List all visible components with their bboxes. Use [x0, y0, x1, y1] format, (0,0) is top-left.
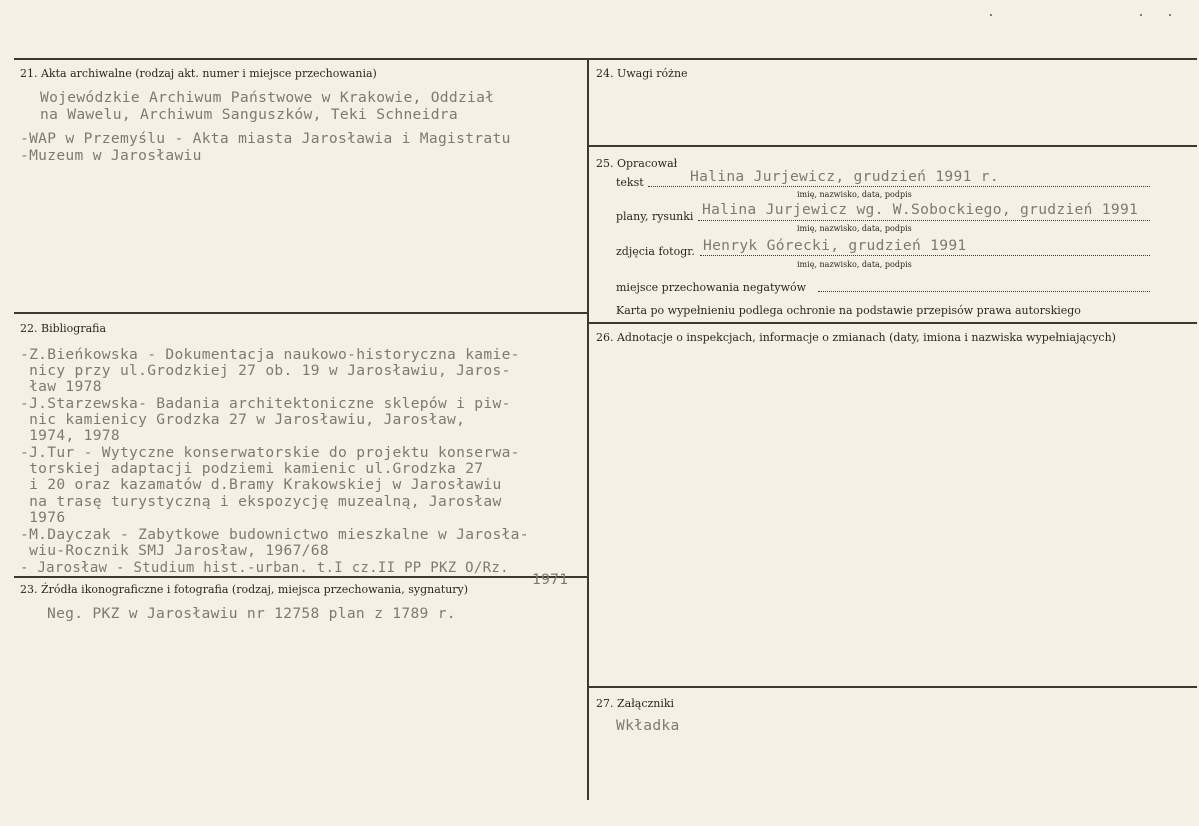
bibliography-line: -M.Dayczak - Zabytkowe budownictwo mieszkalne w Jarosła- [20, 526, 529, 543]
top-rule [14, 58, 1197, 60]
negatives-location-label: miejsce przechowania negatywów [616, 281, 807, 294]
section21-line: -Muzeum w Jarosławiu [20, 147, 202, 164]
text-author-value: Halina Jurjewicz, grudzień 1991 r. [690, 168, 999, 185]
section24-label: 24. Uwagi różne [596, 67, 688, 80]
negatives-location-line [818, 291, 1150, 292]
photos-author-caption: imię, nazwisko, data, podpis [797, 260, 912, 269]
section23-entry: Neg. PKZ w Jarosławiu nr 12758 plan z 1789 r. [47, 605, 456, 622]
section22-label: 22. Bibliografia [20, 322, 107, 335]
section21-line: -WAP w Przemyślu - Akta miasta Jarosławia i Magistratu [20, 130, 511, 147]
drawings-author-line [698, 220, 1150, 221]
bibliography-line: ław 1978 [20, 378, 102, 395]
center-divider [587, 58, 589, 800]
paper-speck [1140, 14, 1142, 16]
text-author-label: tekst [616, 176, 644, 189]
rule-below-24 [589, 145, 1197, 147]
text-author-line [648, 186, 1150, 187]
rule-below-25 [589, 322, 1197, 324]
rule-below-21 [14, 312, 587, 314]
section21-line: Wojewódzkie Archiwum Państwowe w Krakowie, Oddział [40, 89, 495, 106]
section21-label: 21. Akta archiwalne (rodzaj akt. numer i miejsce przechowania) [20, 67, 377, 80]
section26-label: 26. Adnotacje o inspekcjach, informacje o zmianach (daty, imiona i nazwiska wypełniających) [596, 331, 1116, 344]
bibliography-line: 1976 [20, 509, 66, 526]
bibliography-line: -J.Tur - Wytyczne konserwatorskie do projektu konserwa- [20, 444, 520, 461]
bibliography-line: -J.Starzewska- Badania architektoniczne sklepów i piw- [20, 395, 511, 412]
bibliography-line: - Jarosław - Studium hist.-urban. t.I cz.II PP PKZ O/Rz. [20, 560, 509, 576]
photos-author-value: Henryk Górecki, grudzień 1991 [703, 237, 967, 254]
drawings-author-caption: imię, nazwisko, data, podpis [797, 224, 912, 233]
bibliography-overflow-year: 1971 [532, 571, 569, 588]
photos-author-line [700, 255, 1150, 256]
bibliography-line: wiu-Rocznik SMJ Jarosław, 1967/68 [20, 542, 329, 559]
photos-author-label: zdjęcia fotogr. [616, 245, 695, 258]
paper-speck [1169, 14, 1171, 16]
section25-label: 25. Opracował [596, 157, 678, 170]
bibliography-line: -Z.Bieńkowska - Dokumentacja naukowo-historyczna kamie- [20, 346, 520, 363]
section27-label: 27. Załączniki [596, 697, 675, 710]
bibliography-line: torskiej adaptacji podziemi kamienic ul.Grodzka 27 [20, 460, 484, 477]
bibliography-line: 1974, 1978 [20, 427, 120, 444]
bibliography-line: na trasę turystyczną i ekspozycję muzealną, Jarosław [20, 493, 502, 510]
bibliography-line: i 20 oraz kazamatów d.Bramy Krakowskiej w Jarosławiu [20, 476, 502, 493]
paper-speck [990, 14, 992, 16]
drawings-author-label: plany, rysunki [616, 210, 694, 223]
drawings-author-value: Halina Jurjewicz wg. W.Sobockiego, grudzień 1991 [702, 201, 1139, 218]
section23-label: 23. Źródła ikonograficzne i fotografia (rodzaj, miejsca przechowania, sygnatury) [20, 583, 469, 596]
section27-value: Wkładka [616, 717, 680, 734]
rule-below-22 [14, 576, 587, 578]
text-author-caption: imię, nazwisko, data, podpis [797, 190, 912, 199]
copyright-notice: Karta po wypełnieniu podlega ochronie na podstawie przepisów prawa autorskiego [616, 304, 1081, 317]
bibliography-line: nicy przy ul.Grodzkiej 27 ob. 19 w Jarosławiu, Jaros- [20, 362, 511, 379]
rule-below-26 [589, 686, 1197, 688]
bibliography-line: nic kamienicy Grodzka 27 w Jarosławiu, Jarosław, [20, 411, 466, 428]
section21-line: na Wawelu, Archiwum Sanguszków, Teki Schneidra [40, 106, 458, 123]
